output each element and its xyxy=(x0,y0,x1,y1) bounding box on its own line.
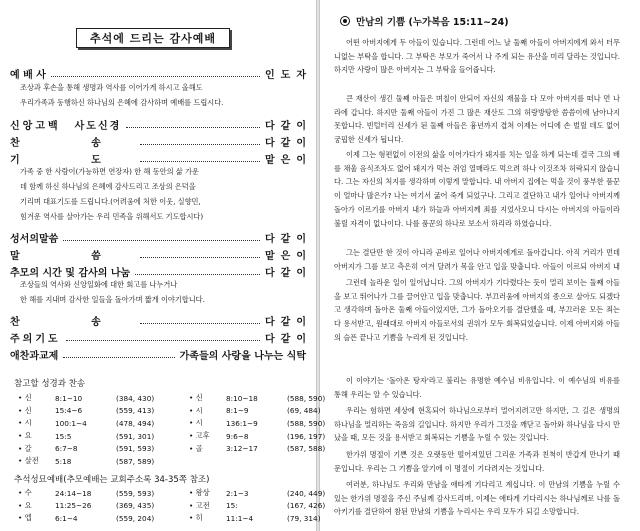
ref-book: • 히 xyxy=(189,513,203,523)
ref-book: • 요 xyxy=(18,431,32,441)
order-label: 기 도 xyxy=(10,154,135,166)
order-leader: 다같이 xyxy=(265,333,312,345)
ref-hymns: (196, 197) xyxy=(287,431,326,441)
ref-hymns: (240, 449) xyxy=(287,488,326,498)
ref-book: • 고전 xyxy=(189,500,210,510)
ref-hymns: (369, 435) xyxy=(116,501,155,511)
sermon-paragraph-7: 우리는 험하면 세상에 현혹되어 하나님으로부터 멀어지려고만 하지만, 그 길은 생명의 하나님을 멀리하는 죽음의 길입니다. 하지만 우리가 그것을 깨닫고 돌아와 하나님을 다시 만났을 때, 모든 것을 용서받고 회복되는 기쁨을 누릴 수 있는 것입니다. xyxy=(334,406,620,443)
sermon-paragraph-6: 이 이야기는 '돌아온 탕자'라고 불리는 유명한 예수님 비유입니다. 이 예수님의 비유를 통해 우리는 알 수 있습니다. xyxy=(334,376,620,399)
ref-verse: 8:1~10 xyxy=(55,393,83,403)
order-label: 주의기도 xyxy=(10,333,61,345)
ref-hymns: (69, 484) xyxy=(287,406,321,416)
table-row xyxy=(18,442,328,455)
ref-book: • 요 xyxy=(18,500,32,510)
ref-hymns: (478, 494) xyxy=(116,418,155,428)
ref-verse xyxy=(226,455,287,468)
order-leader: 인도자 xyxy=(265,69,312,81)
order-row-fellowship xyxy=(10,347,306,361)
bullet-circle-icon xyxy=(340,16,350,26)
sermon-paragraph-4: 그는 결단만 한 것이 아니라 곧바로 일어나 아버지에게로 돌아갑니다. 아직 거리가 먼데 아버지가 그를 보고 측은히 여겨 달려가 목을 안고 입을 맞춥니다. 아들이 이르되 아버지 내 xyxy=(334,248,620,271)
ref-book: • 신 xyxy=(18,405,32,415)
ref-hymns xyxy=(287,455,328,468)
ref-book: • 살전 xyxy=(18,456,39,466)
table-row xyxy=(18,417,328,430)
order-middle: 사도신경 xyxy=(74,120,122,132)
ref-verse: 6:7~8 xyxy=(55,444,78,454)
order-row-scripture xyxy=(10,230,312,245)
prayer-text-2: 데 함께 하신 하나님의 은혜에 감사드리고 조상의 은덕을 xyxy=(20,182,196,191)
sermon-paragraph-1: 어떤 아버지에게 두 아들이 있습니다. 그런데 어느 날 둘째 아들이 아버지에게 와서 터무니없는 부탁을 합니다. 그 부탁은 부모가 죽어서 나 주게 되는 유산을 미리 달라는 것입니다. 하지만 사랑이 많은 아버지는 그 부탁을 들어줍니다. xyxy=(334,38,620,75)
order-label: 찬 송 xyxy=(10,137,135,149)
ref-verse: 15:4~6 xyxy=(55,406,83,416)
ref-hymns: (591, 593) xyxy=(116,444,155,454)
ref-verse: 15: xyxy=(226,501,238,511)
ref-verse: 15:5 xyxy=(55,431,72,441)
sermon-paragraph-3: 이제 그는 형편없이 이전의 삶을 이어가다가 돼지를 치는 일을 하게 되는데 결국 그의 배를 채울 음식조차도 없어 돼지가 먹는 쥐엄 열매라도 먹으려 하나 이것조차 허락되지 않습니다. 그는 자신의 처지를 생각하며 이렇게 말합니다. 내 아버지 집에는 먹을 것이 풍부한 품꾼이 얼마나 많은가? 나는 여기서 굶어 죽게 되었구나. 그리고 결단하고 내가 일어나 아버지께 돌아가 이르기를 아버지 내가 하늘과 아버지께 죄를 지었사오니 다시는 아버지의 아들이라 불릴 자격이 없나이다. 나를 품꾼의 하나로 보소서 하리라 하였습니다. xyxy=(334,150,620,228)
ref-verse: 9:6~8 xyxy=(226,431,249,441)
dot-leader xyxy=(140,138,260,145)
ref-verse: 3:12~17 xyxy=(226,444,258,454)
order-label: 애찬과교제 xyxy=(10,350,59,362)
ref-hymns: (559, 593) xyxy=(116,488,155,498)
order-leader: 다같이 xyxy=(265,267,312,279)
prayer-text-1: 가족 중 한 사람이(가능하면 연장자) 한 해 동안의 삶 가운 xyxy=(20,167,199,176)
order-leader: 가족들의 사랑을 나누는 식탁 xyxy=(179,350,306,362)
order-leader: 맡은이 xyxy=(265,250,312,262)
ref-verse: 8:10~18 xyxy=(226,393,258,403)
ref-verse: 5:18 xyxy=(55,456,72,466)
table-row xyxy=(18,500,328,513)
order-label: 말 씀 xyxy=(10,250,135,262)
order-label: 성서의말씀 xyxy=(10,233,59,245)
dot-leader xyxy=(51,70,260,77)
table-row xyxy=(18,392,328,405)
ref-verse: 8:1~9 xyxy=(226,406,249,416)
order-leader: 다같이 xyxy=(265,316,312,328)
order-label: 예 배 사 xyxy=(10,69,46,81)
ref-book: • 신 xyxy=(18,393,32,403)
ref-verse: 6:1~4 xyxy=(55,513,78,523)
order-row-memorial xyxy=(10,264,312,279)
ref-book: • 왕상 xyxy=(189,488,210,498)
ref-hymns: (79, 314) xyxy=(287,513,321,523)
ref-hymns: (167, 426) xyxy=(287,501,326,511)
order-row-opening xyxy=(10,66,312,81)
ref-verse: 11:1~4 xyxy=(226,513,254,523)
order-row-sermon xyxy=(10,247,312,262)
ref-hymns: (587, 589) xyxy=(116,456,155,466)
dot-leader xyxy=(135,268,260,275)
ref-verse: 100:1~4 xyxy=(55,418,87,428)
dot-leader xyxy=(140,317,260,324)
order-label: 신앙고백 xyxy=(10,120,61,132)
ref-hymns: (559, 204) xyxy=(116,513,155,523)
ref-book: • 신 xyxy=(189,393,203,403)
table-row xyxy=(18,455,328,468)
order-leader: 다같이 xyxy=(265,137,312,149)
references-title: 참고할 성경과 찬송 xyxy=(14,379,86,389)
memorial-text-2: 한 해를 지내며 감사한 일들을 돌아가며 짧게 이야기합니다. xyxy=(20,295,205,304)
ref-hymns: (384, 430) xyxy=(116,393,155,403)
memorial-references-table xyxy=(18,487,328,525)
ref-hymns: (559, 413) xyxy=(116,406,155,416)
order-label: 추모의 시간 및 감사의 나눔 xyxy=(10,267,131,279)
order-leader: 다같이 xyxy=(265,233,312,245)
order-row-hymn-2 xyxy=(10,313,312,328)
prayer-text-3: 기리며 대표기도를 드립니다.(어려움에 처한 이웃, 실향민, xyxy=(20,197,201,206)
ref-hymns: (588, 590) xyxy=(287,418,326,428)
ref-verse: 11:25~26 xyxy=(55,501,92,511)
dot-leader xyxy=(63,234,260,241)
dot-leader xyxy=(140,251,260,258)
ref-book: • 시 xyxy=(189,405,203,415)
ref-book: • 시 xyxy=(18,418,32,428)
ref-hymns: (591, 301) xyxy=(116,431,155,441)
table-row xyxy=(18,405,328,418)
prayer-text-4: 힘겨운 역사를 살아가는 우리 민족을 위해서도 기도합시다) xyxy=(20,212,204,221)
ref-hymns: (588, 590) xyxy=(287,393,326,403)
order-row-hymn xyxy=(10,134,312,149)
ref-hymns: (587, 588) xyxy=(287,444,326,454)
opening-text-1: 조상과 후손을 통해 생명과 역사를 이어가게 하시고 올해도 xyxy=(20,83,203,92)
memorial-text-1: 조상들의 역사와 신앙일화에 대한 회고를 나누거나 xyxy=(20,280,178,289)
ref-book: • 갈 xyxy=(18,443,32,453)
dot-leader xyxy=(66,334,260,341)
sermon-paragraph-5: 그런데 놀라운 일이 일어납니다. 그의 아버지가 기다렸다는 듯이 멀리 보이는 둘째 아들을 보고 뛰어나가 그를 끌어안고 입을 맞춥니다. 부끄러움에 아버지의 종으로 살아도 되겠다고 생각하며 돌아온 둘째 아들이었지만, 그가 돌아오기를 결단했을 때, 부끄러운 모든 죄는 다 용서받고, 원래대로 아버지 아들로서의 권위가 모두 회복되었습니다. 이제 아버지와 아들의 슬픈 끝나고 기쁨을 누리게 된 것입니다. xyxy=(334,278,620,342)
order-row-lords-prayer xyxy=(10,330,312,345)
ref-book: • 시 xyxy=(189,418,203,428)
sermon-paragraph-2: 큰 재산이 생긴 둘째 아들은 며칠이 안되어 자신의 재물을 다 모아 아버지를 떠나 먼 나라에 갑니다. 하지만 둘째 아들이 가진 그 많은 재산도 그의 허랑방탕한 씀씀이에 남아나지 못합니다. 빈털터리 신세가 된 둘째 아들은 흉년까지 겹쳐 이제는 어디에 손 벌릴 데도 없어 궁핍한 신세가 됩니다. xyxy=(334,94,620,145)
ref-book: • 골 xyxy=(189,443,203,453)
ref-book: • 고후 xyxy=(189,431,210,441)
dot-leader xyxy=(63,351,174,358)
ref-verse: 2:1~3 xyxy=(226,488,249,498)
ref-book xyxy=(189,455,226,468)
order-row-prayer xyxy=(10,151,312,166)
dot-leader xyxy=(140,155,260,162)
order-row-creed xyxy=(10,117,312,132)
table-row xyxy=(18,487,328,500)
sermon-paragraph-8: 한가위 명절이 기쁜 것은 오랫동안 떨어져있던 그리운 가족과 친척이 반갑게 만나기 때문입니다. 우리는 그 기쁨을 알기에 이 명절이 기다려지는 것입니다. xyxy=(334,450,620,473)
ref-verse: 136:1~9 xyxy=(226,418,258,428)
references-table xyxy=(18,392,328,468)
ref-book: • 엡 xyxy=(18,513,32,523)
opening-text-2: 우리가족과 동행하신 하나님의 은혜에 감사하며 예배를 드립시다. xyxy=(20,98,224,107)
sermon-heading xyxy=(340,14,509,28)
sermon-paragraph-9: 여러분, 하나님도 우리와 만남을 애타게 기다리고 계십니다. 이 만남의 기쁨을 누릴 수 있는 한가위 명절을 주신 주님께 감사드리며, 이제는 애타게 기다리시는 하나님께로 나를 돌아키기를 결단하여 참된 만남의 기쁨을 누리시는 우리 모두가 되길 소망합니다. xyxy=(334,480,620,517)
table-row xyxy=(18,430,328,443)
dot-leader xyxy=(126,121,260,128)
order-label: 찬 송 xyxy=(10,316,135,328)
order-leader: 맡은이 xyxy=(265,154,312,166)
worship-order-title: 추석에 드리는 감사예배 xyxy=(76,28,230,48)
sermon-title: 만남의 기쁨 (누가복음 15:11~24) xyxy=(356,17,509,28)
memorial-references-title: 추석성묘예배(추모예배는 교회주소록 34-35쪽 참조) xyxy=(14,475,210,485)
ref-verse: 24:14~18 xyxy=(55,488,92,498)
ref-book: • 수 xyxy=(18,488,32,498)
order-leader: 다같이 xyxy=(265,120,312,132)
table-row xyxy=(18,512,328,525)
